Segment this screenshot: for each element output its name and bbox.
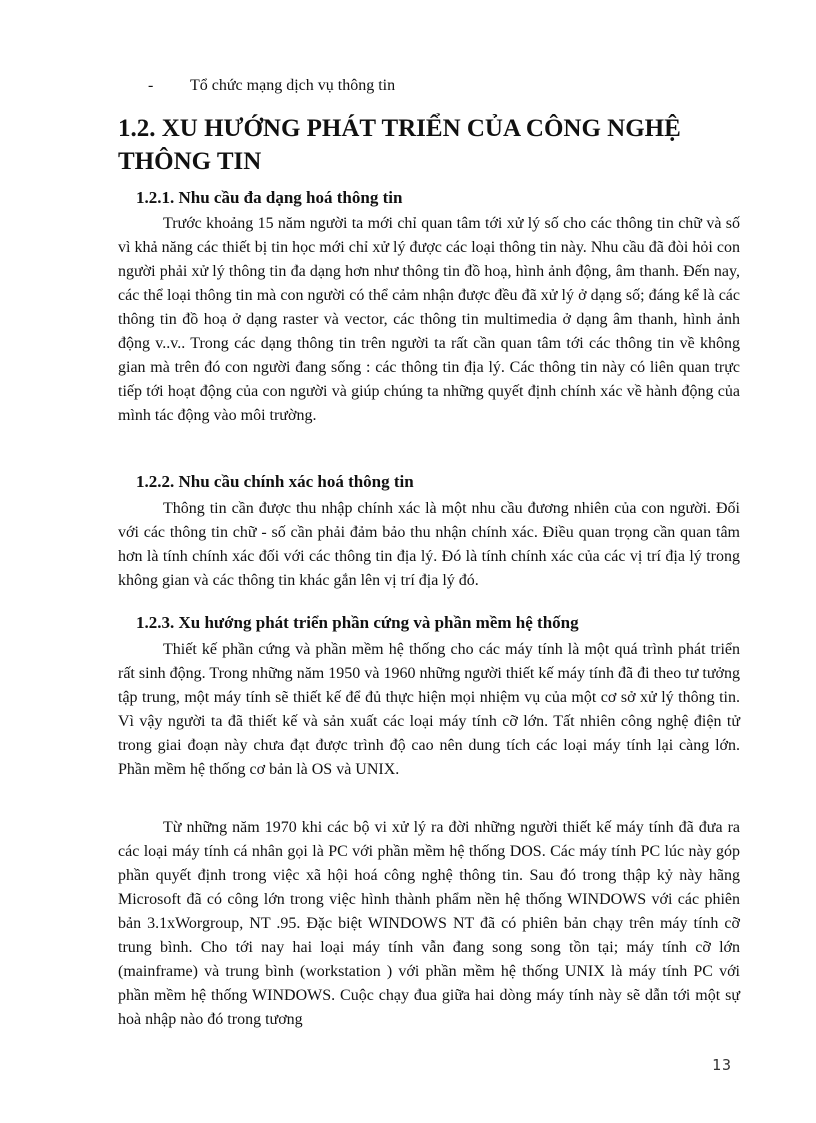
bullet-text: Tổ chức mạng dịch vụ thông tin bbox=[190, 77, 396, 94]
section-title: 1.2. XU HƯỚNG PHÁT TRIỂN CỦA CÔNG NGHỆ THÔNG TIN bbox=[118, 115, 681, 175]
subsection-heading-1-2-3: 1.2.3. Xu hướng phát triển phần cứng và phần mềm hệ thống bbox=[136, 613, 579, 632]
subsection-heading-1-2-1: 1.2.1. Nhu cầu đa dạng hoá thông tin bbox=[136, 188, 403, 207]
bullet-marker: - bbox=[148, 77, 154, 94]
paragraph-1-2-3-a: Thiết kế phần cứng và phần mềm hệ thống cho các máy tính là một quá trình phát triển rất sinh động. Trong những năm 1950 và 1960 những người thiết kế máy tính đã đi theo tư tưởng tập trung, một máy tính sẽ thiết kế để đủ thực hiện mọi nhiệm vụ của một cơ sở xử lý thông tin. Vì vậy người ta đã thiết kế và sản xuất các loại máy tính cỡ lớn. Tất nhiên công nghệ điện tử trong giai đoạn này chưa đạt được trình độ cao nên dung tích các loại máy tính lại càng lớn. Phần mềm hệ thống cơ bản là OS và UNIX. bbox=[118, 641, 740, 778]
paragraph-1-2-3-b: Từ những năm 1970 khi các bộ vi xử lý ra đời những người thiết kế máy tính đã đưa ra các loại máy tính cá nhân gọi là PC với phần mềm hệ thống DOS. Các máy tính PC lúc này góp phần quyết định trong việc xã hội hoá công nghệ thông tin. Sau đó trong thập kỷ này hãng Microsoft đã có công lớn trong việc hình thành phẩm nền hệ thống WINDOWS với các phiên bản 3.1xWorgroup, NT .95. Đặc biệt WINDOWS NT đã có phiên bản chạy trên máy tính cỡ trung bình. Cho tới nay hai loại máy tính vẫn đang song song tồn tại; máy tính cỡ lớn (mainframe) và trung bình (workstation ) với phần mềm hệ thống UNIX là máy tính PC với phần mềm hệ thống WINDOWS. Cuộc chạy đua giữa hai dòng máy tính này sẽ dẫn tới một sự hoà nhập nào đó trong tương bbox=[118, 819, 740, 1028]
page-number: 13 bbox=[712, 1056, 733, 1074]
bullet-item bbox=[148, 76, 395, 96]
subsection-heading-1-2-2: 1.2.2. Nhu cầu chính xác hoá thông tin bbox=[136, 472, 414, 491]
paragraph-1-2-2: Thông tin cần được thu nhập chính xác là một nhu cầu đương nhiên của con người. Đối với các thông tin chữ - số cần phải đảm bảo thu nhận chính xác. Điều quan trọng cần quan tâm hơn là tính chính xác đối với các thông tin địa lý. Đó là tính chính xác của các vị trí địa lý trong không gian và các thông tin khác gắn lên vị trí địa lý đó. bbox=[118, 500, 740, 589]
paragraph-1-2-1: Trước khoảng 15 năm người ta mới chỉ quan tâm tới xử lý số cho các thông tin chữ và số vì khả năng các thiết bị tin học mới chỉ xử lý được các loại thông tin này. Nhu cầu đã đòi hỏi con người phải xử lý thông tin đa dạng hơn như thông tin đồ hoạ, hình ảnh động, âm thanh. Đến nay, các thể loại thông tin mà con người có thể cảm nhận được đều đã xử lý ở dạng số; đáng kể là các thông tin đồ hoạ ở dạng raster và vector, các thông tin multimedia ở dạng âm thanh, hình ảnh động v..v.. Trong các dạng thông tin trên người ta rất cần quan tâm tới các thông tin về không gian mà trên đó con người đang sống : các thông tin địa lý. Các thông tin này có liên quan trực tiếp tới hoạt động của con người và giúp chúng ta những quyết định chính xác về hành động của mình tác động vào môi trường. bbox=[118, 215, 740, 424]
